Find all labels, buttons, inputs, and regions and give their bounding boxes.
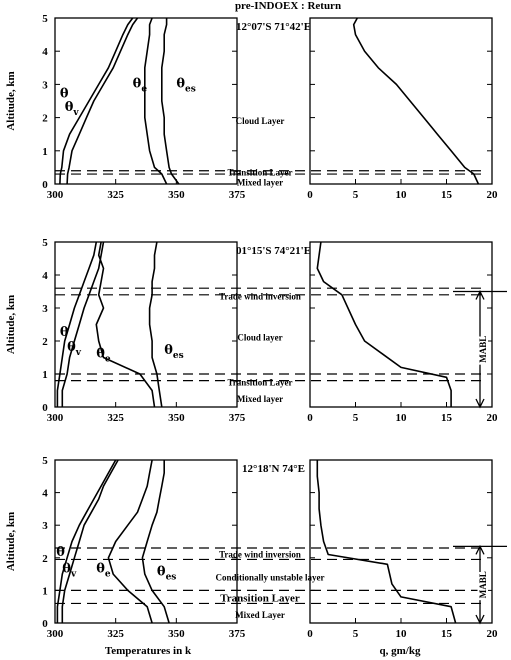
mabl-label: MABL — [478, 571, 488, 599]
curve-label-subscript: es — [185, 84, 196, 95]
x-axis-label-temperature: Temperatures in k — [104, 645, 192, 657]
curve-label-subscript: v — [75, 347, 82, 358]
x-tick-label-humidity: 20 — [486, 412, 498, 424]
x-tick-label-temperature: 350 — [168, 628, 185, 640]
y-axis-label: Altitude, km — [5, 71, 17, 131]
x-tick-label-humidity: 0 — [307, 412, 313, 424]
y-tick-label: 4 — [42, 487, 48, 500]
series-line-θv — [64, 18, 137, 184]
curve-label: θ — [59, 325, 69, 341]
curve-label-subscript: e — [104, 569, 111, 580]
curve-label-subscript: es — [165, 572, 177, 583]
y-tick-label: 3 — [42, 303, 48, 315]
panel-3 — [5, 455, 507, 640]
layer-annotation: Trade wind inversion — [219, 549, 301, 560]
x-tick-label-humidity: 15 — [441, 189, 452, 201]
y-axis-label: Altitude, km — [5, 294, 17, 355]
series-line-θe — [96, 242, 154, 407]
curve-label: $\theta_v$ — [62, 561, 77, 580]
y-tick-label: 5 — [42, 13, 48, 25]
curve-label: $\theta_{es}$ — [176, 76, 196, 95]
layer-annotation: Transition Layer — [227, 167, 293, 178]
layer-annotation: Mixed layer — [236, 393, 284, 404]
y-tick-label: 1 — [42, 585, 48, 598]
series-line-q — [354, 18, 479, 184]
layer-annotation: Mixed Layer — [235, 609, 285, 620]
x-axis-label-humidity: q, gm/kg — [379, 645, 421, 657]
series-line-θv — [62, 460, 118, 623]
mabl-label: MABL — [478, 335, 488, 363]
y-tick-label: 3 — [42, 79, 48, 92]
layer-annotation: Mixed layer — [236, 177, 284, 188]
curve-label: $\theta_e$ — [96, 346, 111, 365]
y-tick-label: 0 — [42, 179, 48, 191]
x-tick-label-humidity: 10 — [395, 628, 407, 640]
y-tick-label: 4 — [42, 270, 48, 282]
panel-2 — [5, 237, 507, 424]
y-tick-label: 2 — [42, 112, 48, 125]
curve-label: θ — [59, 86, 69, 102]
y-tick-label: 3 — [42, 520, 48, 533]
y-tick-label: 5 — [42, 455, 48, 467]
y-tick-label: 0 — [42, 618, 48, 630]
curve-label-subscript: v — [70, 569, 77, 580]
series-line-q — [317, 242, 451, 407]
x-tick-label-humidity: 0 — [307, 628, 313, 640]
x-tick-label-humidity: 5 — [352, 628, 359, 640]
curve-label: $\theta_e$ — [96, 561, 111, 580]
x-tick-label-humidity: 10 — [395, 412, 407, 424]
temperature-axes-frame — [55, 18, 237, 184]
y-axis-label: Altitude, km — [5, 511, 17, 572]
x-tick-label-humidity: 0 — [307, 189, 313, 201]
x-tick-label-humidity: 15 — [441, 412, 452, 424]
y-tick-label: 1 — [42, 145, 48, 158]
x-tick-label-temperature: 325 — [107, 628, 124, 640]
curve-label: $\theta_{es}$ — [164, 343, 184, 362]
y-tick-label: 5 — [42, 237, 48, 249]
curve-label: θ — [56, 545, 65, 561]
temperature-axes-frame — [55, 460, 237, 623]
curve-label-subscript: e — [104, 354, 111, 365]
curve-label: $\theta_v$ — [64, 99, 79, 118]
layer-annotation: Trade wind inversion — [219, 291, 301, 302]
x-tick-label-humidity: 20 — [486, 628, 498, 640]
x-tick-label-temperature: 375 — [228, 628, 246, 640]
x-tick-label-humidity: 15 — [441, 628, 452, 640]
curve-label: $\theta_v$ — [67, 339, 82, 358]
series-line-theta — [57, 460, 115, 623]
panel-location-title: 01°15'S 74°21'E — [235, 245, 312, 257]
y-tick-label: 2 — [42, 552, 48, 565]
humidity-axes-frame — [310, 18, 492, 184]
panel-1 — [5, 13, 498, 201]
series-line-θes — [150, 242, 162, 407]
layer-annotation: Transition Layer — [220, 592, 300, 605]
curve-label: $\theta_e$ — [132, 76, 148, 95]
panel-location-title: 12°07'S 71°42'E — [235, 21, 312, 33]
panels — [5, 13, 507, 640]
series-line-θe — [145, 18, 167, 184]
series-line-θes — [162, 18, 179, 184]
humidity-axes-frame — [310, 242, 492, 407]
humidity-axes-frame — [310, 460, 492, 623]
x-tick-label-temperature: 300 — [46, 189, 64, 201]
y-tick-label: 1 — [42, 369, 48, 381]
series-line-q — [317, 460, 455, 623]
x-tick-label-temperature: 325 — [107, 412, 124, 424]
x-tick-label-temperature: 350 — [168, 412, 185, 424]
x-tick-label-temperature: 375 — [228, 189, 246, 201]
x-tick-label-humidity: 10 — [395, 189, 407, 201]
layer-annotation: Transition Layer — [227, 377, 293, 388]
x-tick-label-humidity: 20 — [486, 189, 498, 201]
figure-title: pre-INDOEX : Return — [234, 0, 342, 12]
y-tick-label: 4 — [42, 46, 48, 59]
curve-label-subscript: es — [172, 351, 184, 362]
curve-label: $\theta_{es}$ — [156, 564, 177, 583]
y-tick-label: 0 — [42, 402, 48, 414]
series-line-θe — [108, 460, 152, 623]
curve-label-subscript: v — [73, 107, 79, 118]
panel-location-title: 12°18'N 74°E — [242, 463, 305, 475]
y-tick-label: 2 — [42, 336, 48, 348]
series-line-θes — [142, 460, 169, 623]
layer-annotation: Cloud Layer — [235, 115, 285, 126]
x-tick-label-humidity: 5 — [352, 189, 359, 201]
layer-annotation: Conditionally unstable layer — [215, 572, 325, 583]
x-tick-label-temperature: 325 — [107, 189, 124, 201]
x-tick-label-temperature: 300 — [46, 628, 64, 640]
x-tick-label-temperature: 375 — [228, 412, 246, 424]
x-tick-label-humidity: 5 — [352, 412, 359, 424]
x-tick-label-temperature: 350 — [168, 189, 185, 201]
layer-annotation: Cloud layer — [237, 332, 283, 343]
x-tick-label-temperature: 300 — [46, 412, 64, 424]
curve-label-subscript: e — [141, 84, 148, 95]
